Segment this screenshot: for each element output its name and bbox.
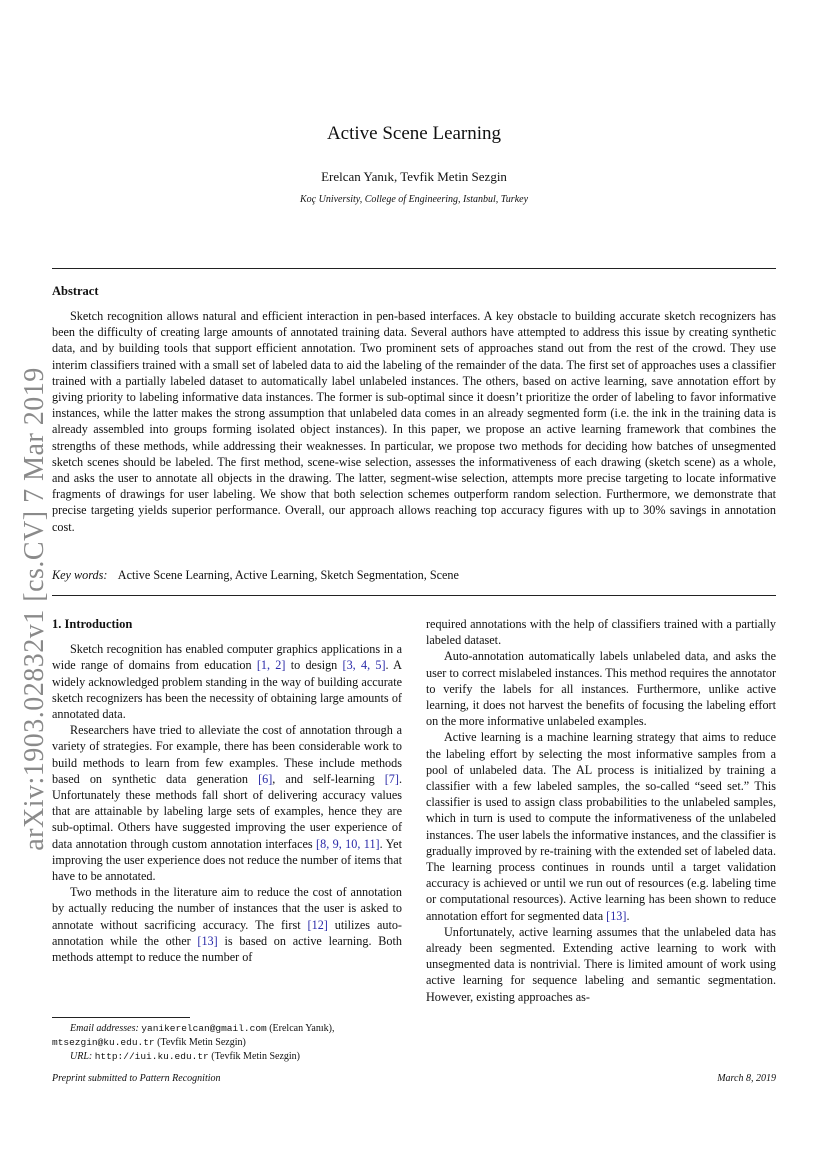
footer-date: March 8, 2019 bbox=[717, 1073, 776, 1084]
abstract-divider bbox=[52, 595, 776, 596]
footnote-divider bbox=[52, 1017, 190, 1018]
keywords-label: Key words: bbox=[52, 568, 108, 582]
abstract-body: Sketch recognition allows natural and efficient interaction in pen-based interfaces. A key obstacle to building accurate sketch recognizers has been the difficulty of creating large amounts of annotated training data. Several authors have attempted to address this issue by creating synthetic data, and by building tools that support efficient annotation. Two prominent sets of approaches stand out from the rest of the crowd. They use interim classifiers trained with a small set of labeled data to aid the labeling of the remainder of the data. The first set of approaches uses a classifier trained with a partially labeled dataset to automatically label unlabeled instances. The others, based on active learning, save annotation effort by giving priority to labeling informative data instances. The former is sub-optimal since it doesn’t prioritize the order of labeling to favor informative instances, while the latter makes the strong assumption that unlabeled data comes in an already segmented form (i.e. the ink in the training data is already assembled into groups forming isolated object instances). In this paper, we propose an active learning framework that combines the strengths of these methods, while addressing their weaknesses. In particular, we propose two methods for deciding how batches of unsegmented sketch scenes should be labeled. The first method, scene-wise selection, assesses the informativeness of each drawing (sketch scene) as a whole, and asks the user to annotate all objects in the drawing. The latter, segment-wise selection, attempts more precise targeting to locate informative fragments of drawings for user labeling. We show that both selection schemes outperform random selection. Furthermore, we demonstrate that precise targeting yields superior performance. Overall, our approach allows reaching top accuracy figures with up to 30% savings in annotation cost. bbox=[52, 309, 776, 534]
email-link-2[interactable]: mtsezgin@ku.edu.tr bbox=[52, 1037, 155, 1048]
citation-link[interactable]: [13] bbox=[197, 933, 218, 948]
footnote-url-line bbox=[52, 1050, 402, 1064]
abstract-heading: Abstract bbox=[52, 284, 99, 298]
citation-link[interactable]: [7] bbox=[384, 771, 399, 786]
citation-link[interactable]: [1, 2] bbox=[256, 658, 286, 673]
email-owner-1: (Erelcan Yanık), bbox=[269, 1023, 335, 1034]
affiliation: Koç University, College of Engineering, Istanbul, Turkey bbox=[299, 194, 529, 205]
left-paragraph: Two methods in the literature aim to reduce the cost of annotation by actually reducing the number of instances that the user is asked to annotate without sacrificing accuracy. The first [12] utilizes auto-annotation while the other [13] is based on active learning. Both methods attempt to reduce the number of bbox=[52, 885, 402, 965]
author-list: Erelcan Yanık, Tevfik Metin Sezgin bbox=[321, 169, 507, 184]
right-column bbox=[426, 616, 776, 1005]
keywords-line bbox=[52, 568, 776, 583]
paper-title: Active Scene Learning bbox=[326, 123, 502, 144]
keywords-list: Active Scene Learning, Active Learning, Sketch Segmentation, Scene bbox=[117, 568, 459, 582]
url-owner: (Tevfik Metin Sezgin) bbox=[211, 1051, 300, 1062]
citation-link[interactable]: [6] bbox=[258, 771, 273, 786]
footer-preprint-note: Preprint submitted to Pattern Recognition bbox=[52, 1073, 221, 1084]
left-paragraphs bbox=[52, 641, 402, 965]
footnote-email-line bbox=[52, 1022, 402, 1036]
right-paragraph: required annotations with the help of classifiers trained with a partially labeled dataset. bbox=[426, 617, 776, 648]
citation-link[interactable]: [3, 4, 5] bbox=[342, 658, 386, 673]
left-column bbox=[52, 616, 402, 965]
citation-link[interactable]: [12] bbox=[307, 917, 328, 932]
arxiv-stamp[interactable]: arXiv:1903.02832v1 [cs.CV] 7 Mar 2019 bbox=[19, 367, 50, 851]
url-link[interactable]: http://iui.ku.edu.tr bbox=[94, 1051, 209, 1062]
section-heading: 1. Introduction bbox=[52, 617, 133, 631]
citation-link[interactable]: [8, 9, 10, 11] bbox=[316, 836, 380, 851]
right-paragraph: Unfortunately, active learning assumes that the unlabeled data has already been segmented. Extending active learning to work with unsegmented data is nontrivial. There is limited amount of work using active learning for sequence labeling and semantic segmentation. However, existing approaches as- bbox=[426, 924, 776, 1004]
footnote-email-line-2 bbox=[52, 1036, 402, 1050]
url-label: URL: bbox=[70, 1051, 93, 1062]
footnote bbox=[52, 1022, 402, 1064]
left-paragraph: Sketch recognition has enabled computer graphics applications in a wide range of domains from education [1, 2] to design [3, 4, 5]. A widely acknowledged problem standing in the way of building accurate sketch recognizers has been the necessity of obtaining large amounts of annotated data. bbox=[52, 642, 402, 722]
right-paragraphs bbox=[426, 616, 776, 1005]
right-paragraph: Active learning is a machine learning strategy that aims to reduce the labeling effort by selecting the most informative samples from a pool of unlabeled data. The AL process is initialized by training a classifier with a few labeled samples, the so-called “seed set.” This classifier is used to assign class probabilities to the unlabeled samples, which in turn is used to compute the informativeness of the unlabeled instances. The user labels the informative instances, and the classifier is gradually improved by re-training with the extended set of labeled data. The learning process continues in rounds until a target validation accuracy is achieved or until we run out of resources (e.g. labeling time or computational resources). Active learning has been shown to reduce annotation effort for segmented data [13]. bbox=[426, 730, 776, 923]
citation-link[interactable]: [13] bbox=[606, 908, 627, 923]
header-divider bbox=[52, 268, 776, 269]
left-paragraph: Researchers have tried to alleviate the cost of annotation through a variety of strategies. For example, there has been considerable work to build methods to learn from few examples. These include methods based on synthetic data generation [6], and self-learning [7]. Unfortunately these methods fall short of delivering accuracy values that are attainable by labeling large sets of examples, hence they are sub-optimal. Others have suggested improving the user experience of data annotation through custom annotation interfaces [8, 9, 10, 11]. Yet improving the user experience does not reduce the number of items that have to be annotated. bbox=[52, 723, 403, 884]
right-paragraph: Auto-annotation automatically labels unlabeled data, and asks the user to correct mislabeled instances. This method requires the annotator to verify the labels for all instances. Furthermore, unlike active learning, it does not harvest the benefits of focusing the labeling effort on the more informative unlabeled examples. bbox=[426, 649, 776, 729]
email-link-1[interactable]: yanikerelcan@gmail.com bbox=[141, 1023, 267, 1034]
email-owner-2: (Tevfik Metin Sezgin) bbox=[157, 1037, 246, 1048]
email-label: Email addresses: bbox=[70, 1023, 139, 1034]
